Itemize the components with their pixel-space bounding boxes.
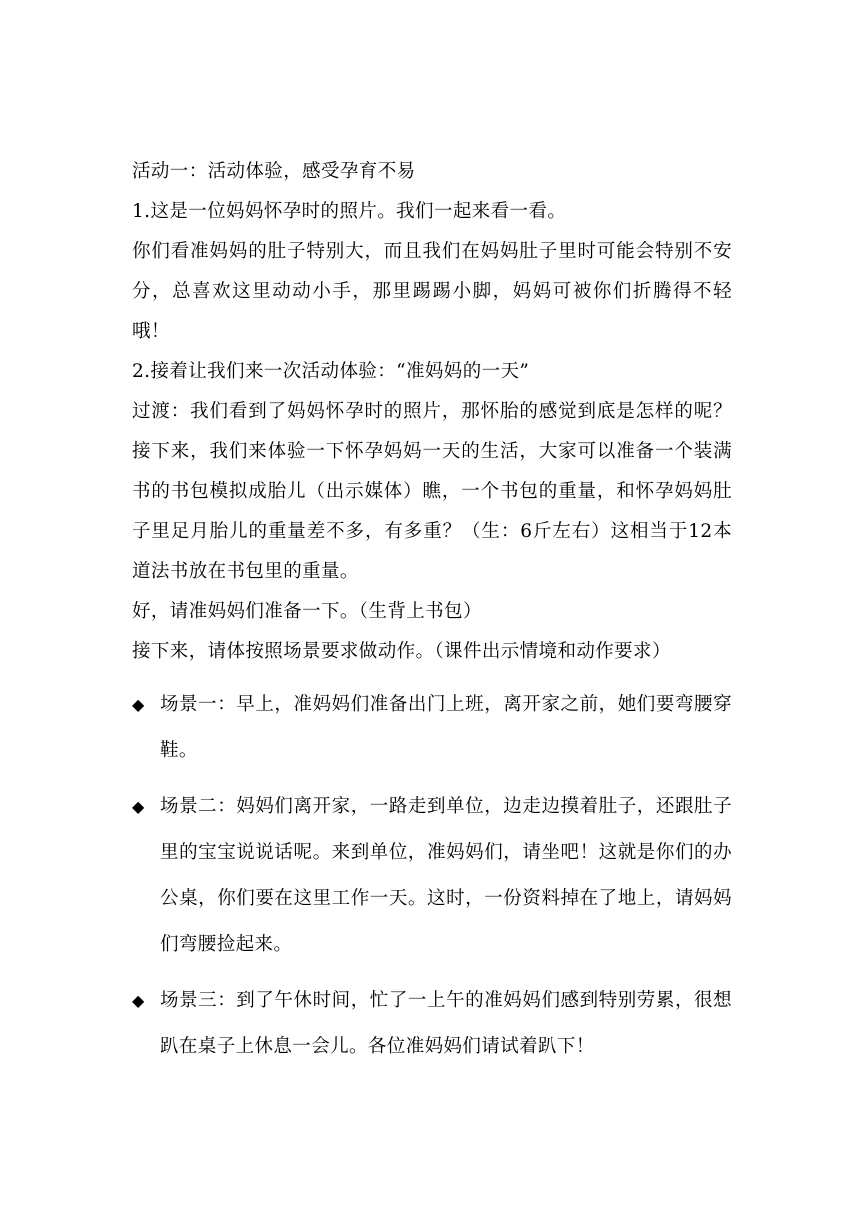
paragraph: 2.接着让我们来一次活动体验：“准妈妈的一天” bbox=[132, 361, 530, 382]
paragraph: 接下来，请体按照场景要求做动作。（课件出示情境和动作要求） bbox=[132, 641, 671, 662]
scene-list-wrapper bbox=[132, 682, 732, 1070]
diamond-bullet-icon: ◆ bbox=[132, 991, 145, 1010]
list-item-text: 场景三：到了午休时间，忙了一上午的准妈妈们感到特别劳累，很想趴在桌子上休息一会儿。各位准妈妈们请试着趴下！ bbox=[160, 990, 732, 1057]
list-item bbox=[132, 784, 732, 968]
section-heading: 活动一：活动体验，感受孕育不易 bbox=[132, 161, 416, 182]
list-item bbox=[132, 978, 732, 1070]
paragraph: 你们看准妈妈的肚子特别大，而且我们在妈妈肚子里时可能会特别不安分，总喜欢这里动动小手，那里踢踢小脚，妈妈可被你们折腾得不轻哦！ bbox=[132, 241, 732, 342]
diamond-bullet-icon: ◆ bbox=[132, 695, 145, 714]
list-item-text: 场景一：早上，准妈妈们准备出门上班，离开家之前，她们要弯腰穿鞋。 bbox=[160, 694, 732, 761]
document-body bbox=[132, 152, 732, 1070]
paragraph: 好，请准妈妈们准备一下。（生背上书包） bbox=[132, 601, 482, 622]
list-item bbox=[132, 682, 732, 774]
diamond-bullet-icon: ◆ bbox=[132, 797, 145, 816]
paragraph: 过渡：我们看到了妈妈怀孕时的照片，那怀胎的感觉到底是怎样的呢？接下来，我们来体验一下怀孕妈妈一天的生活，大家可以准备一个装满书的书包模拟成胎儿（出示媒体）瞧，一个书包的重量，和怀孕妈妈肚子里足月胎儿的重量差不多，有多重？（生：6斤左右）这相当于12本道法书放在书包里的重量。 bbox=[132, 401, 732, 582]
list-item-text: 场景二：妈妈们离开家，一路走到单位，边走边摸着肚子，还跟肚子里的宝宝说说话呢。来到单位，准妈妈们，请坐吧！这就是你们的办公桌，你们要在这里工作一天。这时，一份资料掉在了地上，请妈妈们弯腰捡起来。 bbox=[160, 796, 732, 955]
paragraph: 1.这是一位妈妈怀孕时的照片。我们一起来看一看。 bbox=[132, 201, 567, 222]
scene-list bbox=[132, 682, 732, 1070]
